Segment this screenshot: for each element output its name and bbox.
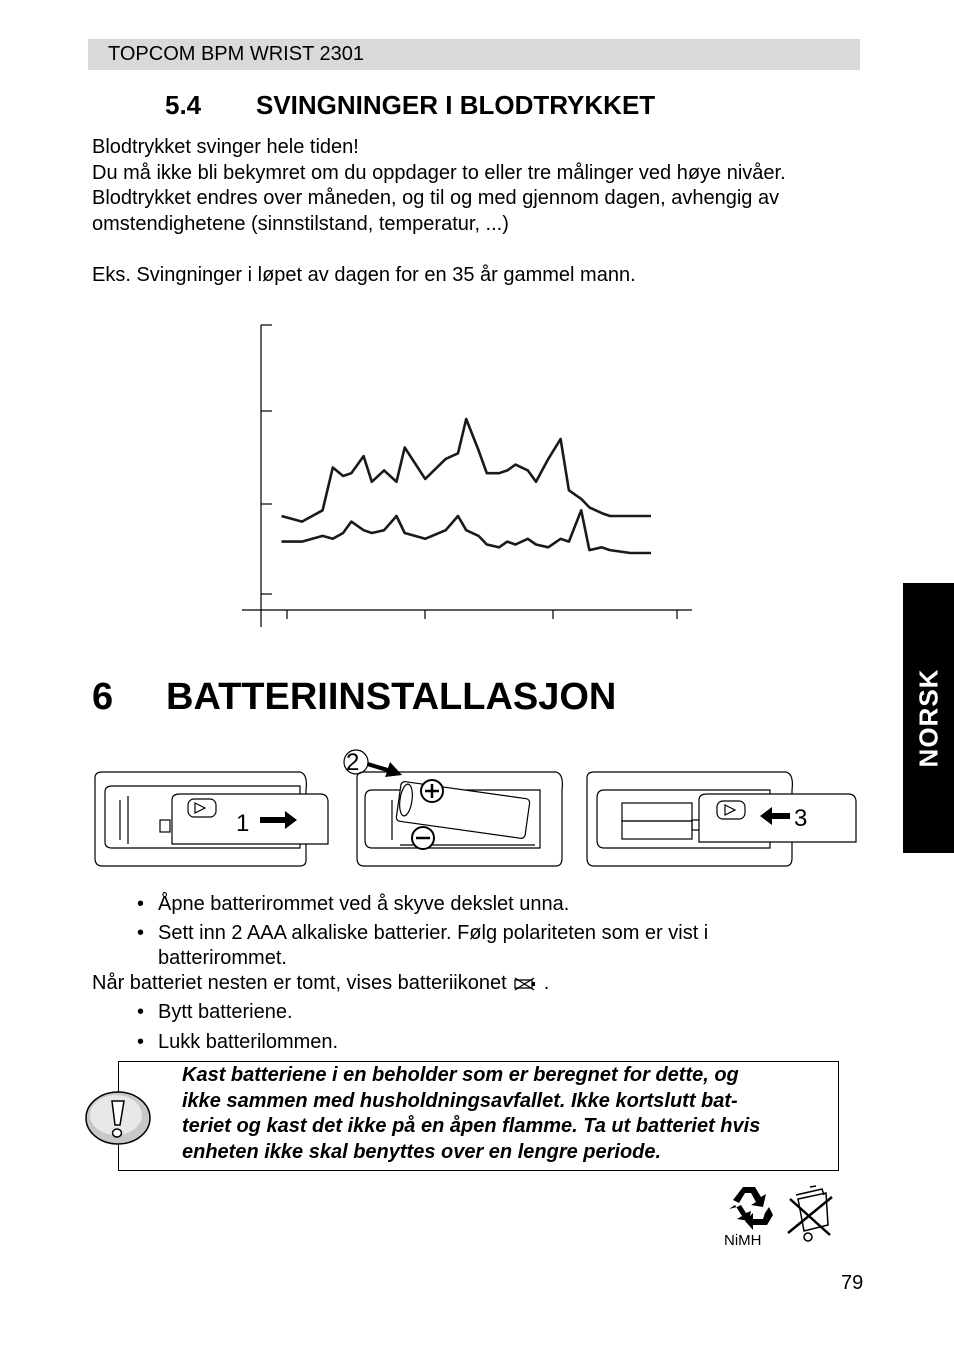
- chapter-number: 6: [92, 676, 114, 718]
- bullet-item: Bytt batteriene.: [158, 1001, 293, 1023]
- bullet-dot: •: [137, 1031, 145, 1053]
- section-title: SVINGNINGER I BLODTRYKKET: [256, 90, 656, 120]
- step-2-panel: [357, 772, 562, 866]
- low-battery-note: [92, 971, 549, 997]
- bullet-dot: •: [137, 1001, 145, 1023]
- low-battery-text: Når batteriet nesten er tomt, vises batteriikonet: [92, 972, 507, 994]
- intro-line: Du må ikke bli bekymret om du oppdager to eller tre målinger ved høye nivåer.: [92, 161, 786, 184]
- warning-icon: [84, 1089, 152, 1147]
- battery-low-icon: [512, 976, 538, 992]
- bullet-continuation: batterirommet.: [158, 947, 287, 969]
- recycle-icon: [725, 1183, 775, 1229]
- nimh-label: NiMH: [724, 1232, 762, 1249]
- bullet-item: Lukk batterilommen.: [158, 1031, 339, 1053]
- warning-line: Kast batteriene i en beholder som er beregnet for dette, og: [182, 1064, 739, 1086]
- language-tab: [903, 583, 954, 853]
- step-number: 3: [794, 805, 808, 832]
- language-tab-label: NORSK: [913, 668, 943, 768]
- step-number: 1: [236, 810, 250, 837]
- warning-line: teriet og kast det ikke på en åpen flamme. Ta ut batteriet hvis: [182, 1115, 761, 1137]
- running-title: TOPCOM BPM WRIST 2301: [108, 43, 364, 65]
- intro-line: omstendighetene (sinnstilstand, temperatur, ...): [92, 212, 509, 235]
- intro-line: Blodtrykket svinger hele tiden!: [92, 136, 359, 158]
- section-number: 5.4: [165, 90, 202, 120]
- warning-line: ikke sammen med husholdningsavfallet. Ikke kortslutt bat-: [182, 1089, 738, 1112]
- warning-line: enheten ikke skal benyttes over en lengre periode.: [182, 1140, 662, 1163]
- bullet-dot: •: [137, 893, 145, 915]
- page-number: 79: [841, 1272, 864, 1294]
- plus-symbol: [421, 780, 443, 802]
- step-3-panel: [587, 772, 856, 866]
- low-battery-end: .: [543, 972, 550, 994]
- chapter-title: BATTERIINSTALLASJON: [166, 676, 617, 718]
- bullet-item: Åpne batterirommet ved å skyve dekslet unna.: [158, 893, 570, 915]
- crossed-bin-icon: [786, 1185, 836, 1247]
- minus-symbol: [412, 827, 434, 849]
- example-caption: Eks. Svingninger i løpet av dagen for en 35 år gammel mann.: [92, 264, 636, 286]
- bullet-dot: •: [137, 922, 145, 944]
- intro-line: Blodtrykket endres over måneden, og til og med gjennom dagen, avhengig av: [92, 187, 780, 209]
- bullet-item: Sett inn 2 AAA alkaliske batterier. Følg polariteten som er vist i: [158, 922, 709, 944]
- step-number: 2: [346, 749, 360, 776]
- warning-text: [182, 1063, 842, 1165]
